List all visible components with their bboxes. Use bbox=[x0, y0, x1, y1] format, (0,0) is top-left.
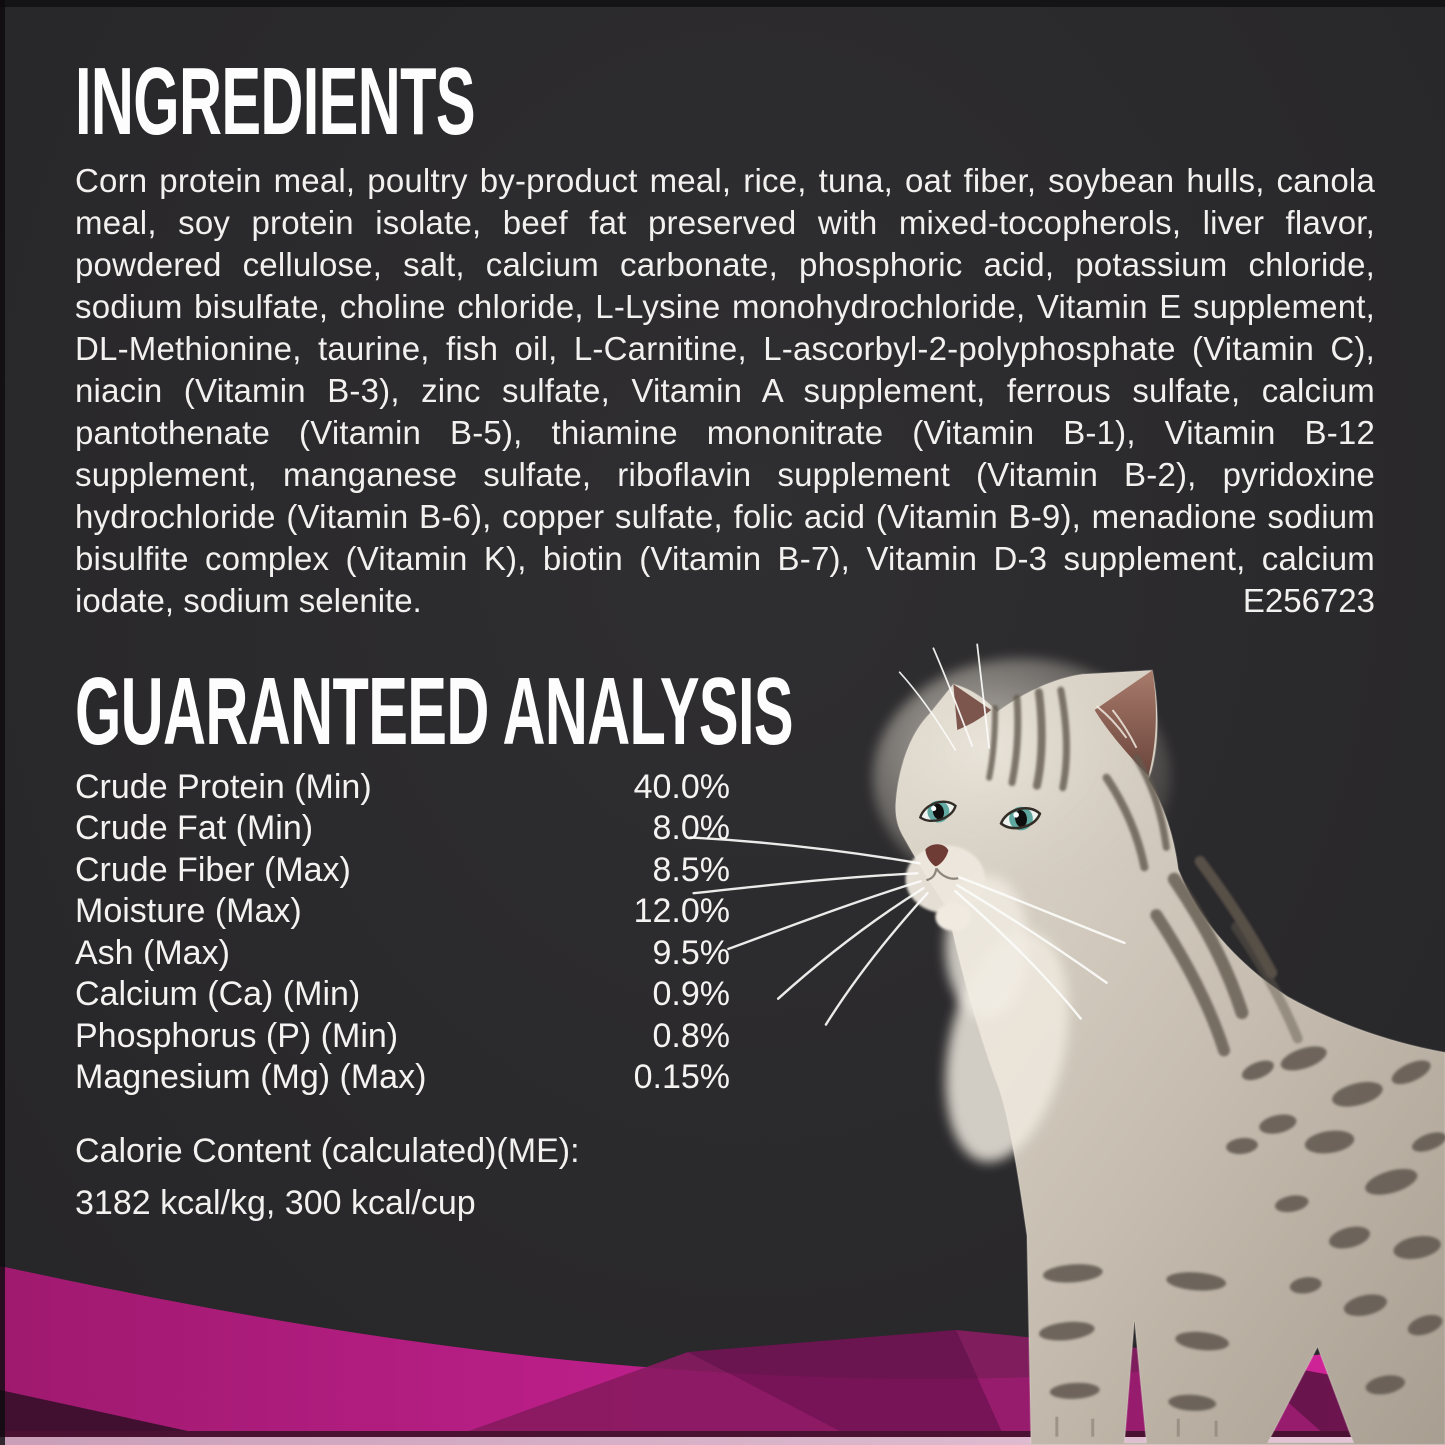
guaranteed-analysis-table bbox=[75, 767, 730, 1099]
analysis-label: Moisture (Max) bbox=[75, 892, 302, 931]
analysis-row bbox=[75, 1057, 730, 1099]
calorie-line-2: 3182 kcal/kg, 300 kcal/cup bbox=[75, 1183, 476, 1222]
analysis-value: 9.5% bbox=[652, 933, 730, 972]
analysis-label: Crude Fat (Min) bbox=[75, 809, 314, 848]
analysis-value: 8.5% bbox=[652, 850, 730, 889]
ingredients-last-line bbox=[75, 580, 1375, 622]
analysis-label: Phosphorus (P) (Min) bbox=[75, 1016, 399, 1055]
batch-code: E256723 bbox=[1242, 582, 1375, 620]
analysis-label: Magnesium (Mg) (Max) bbox=[75, 1058, 427, 1097]
ingredients-title-text: INGREDIENTS bbox=[75, 48, 475, 155]
analysis-label: Crude Protein (Min) bbox=[75, 767, 372, 806]
analysis-label: Crude Fiber (Max) bbox=[75, 850, 351, 889]
analysis-row bbox=[75, 974, 730, 1016]
guaranteed-analysis-title-text: GUARANTEED ANALYSIS bbox=[75, 658, 793, 766]
analysis-row bbox=[75, 933, 730, 975]
analysis-label: Ash (Max) bbox=[75, 933, 230, 972]
cat-photo bbox=[808, 628, 1445, 1445]
ingredients-text: Corn protein meal, poultry by-product meal, rice, tuna, oat fiber, soybean hulls, canola meal, soy protein isolate, beef fat preserved with mixed-tocopherols, liver flavor, powdered cellulose, salt, calcium carbonate, phosphoric acid, potassium chloride, sodium bisulfate, choline chloride, L-Lysine monohydrochloride, Vitamin E supplement, DL-Methionine, taurine, fish oil, L-Carnitine, L-ascorbyl-2-polyphosphate (Vitamin C), niacin (Vitamin B-3), zinc sulfate, Vitamin A supplement, ferrous sulfate, calcium pantothenate (Vitamin B-5), thiamine mononitrate (Vitamin B-1), Vitamin B-12 supplement, manganese sulfate, riboflavin supplement (Vitamin B-2), pyridoxine hydrochloride (Vitamin B-6), copper sulfate, folic acid (Vitamin B-9), menadione sodium bisulfite complex (Vitamin K), biotin (Vitamin B-7), Vitamin D-3 supplement, calcium bbox=[75, 162, 1375, 578]
calorie-line-1: Calorie Content (calculated)(ME): bbox=[75, 1131, 580, 1170]
analysis-value: 40.0% bbox=[633, 767, 730, 806]
cat-chin bbox=[935, 903, 971, 931]
analysis-row bbox=[75, 850, 730, 892]
analysis-row bbox=[75, 808, 730, 850]
analysis-value: 0.9% bbox=[652, 975, 730, 1014]
analysis-row bbox=[75, 1016, 730, 1058]
package-edge-left bbox=[0, 0, 5, 1445]
ingredients-text-end: iodate, sodium selenite. bbox=[75, 582, 422, 620]
package-edge-top bbox=[0, 0, 1445, 7]
ingredients-title bbox=[75, 48, 1375, 155]
analysis-label: Calcium (Ca) (Min) bbox=[75, 975, 361, 1014]
analysis-value: 8.0% bbox=[652, 809, 730, 848]
analysis-value: 12.0% bbox=[633, 892, 730, 931]
analysis-value: 0.8% bbox=[652, 1016, 730, 1055]
analysis-row bbox=[75, 891, 730, 933]
analysis-row bbox=[75, 767, 730, 809]
analysis-value: 0.15% bbox=[633, 1058, 730, 1097]
